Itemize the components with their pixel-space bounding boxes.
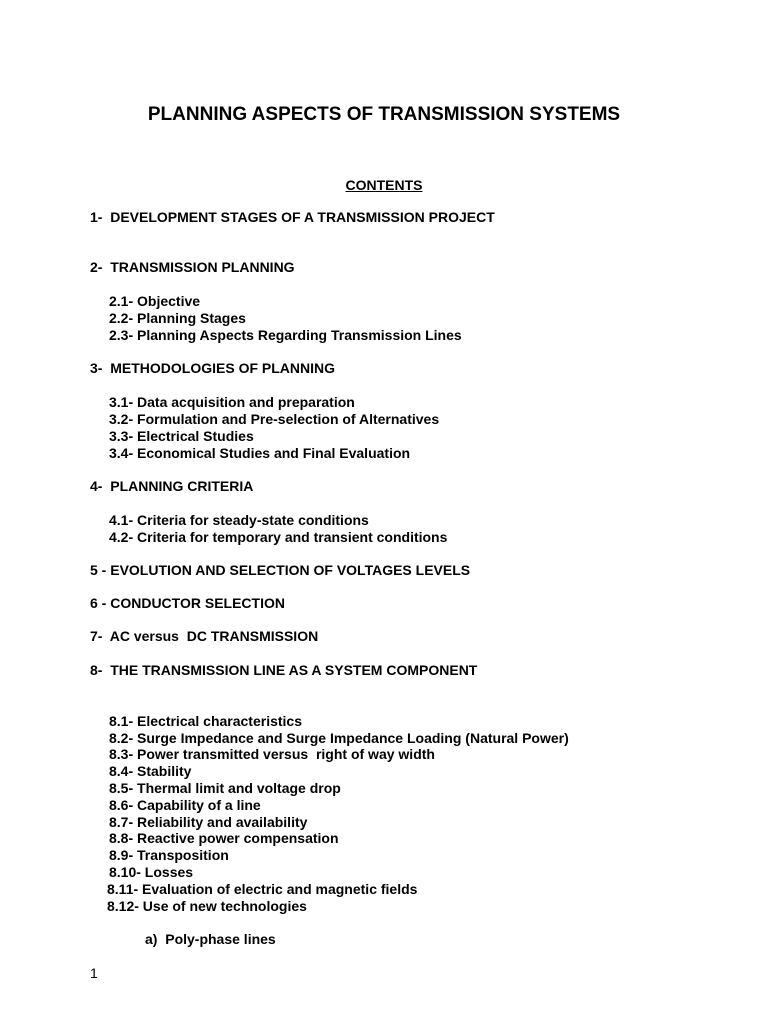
toc-subsection-8-11: 8.11- Evaluation of electric and magnetic fields bbox=[107, 881, 418, 897]
toc-subsection-8-4: 8.4- Stability bbox=[109, 763, 192, 779]
toc-item-8-12-a: a) Poly-phase lines bbox=[145, 931, 276, 947]
toc-section-2: 2- TRANSMISSION PLANNING bbox=[90, 259, 295, 275]
toc-subsection-8-8: 8.8- Reactive power compensation bbox=[109, 830, 339, 846]
toc-section-6: 6 - CONDUCTOR SELECTION bbox=[90, 595, 285, 611]
toc-subsection-3-3: 3.3- Electrical Studies bbox=[109, 428, 254, 444]
toc-subsection-4-2: 4.2- Criteria for temporary and transient conditions bbox=[109, 529, 448, 545]
toc-subsection-8-10: 8.10- Losses bbox=[109, 864, 194, 880]
toc-subsection-8-5: 8.5- Thermal limit and voltage drop bbox=[109, 780, 341, 796]
toc-subsection-8-7: 8.7- Reliability and availability bbox=[109, 814, 308, 830]
toc-subsection-2-1: 2.1- Objective bbox=[109, 293, 201, 309]
toc-subsection-2-3: 2.3- Planning Aspects Regarding Transmission Lines bbox=[109, 327, 462, 343]
toc-subsection-8-3: 8.3- Power transmitted versus right of way width bbox=[109, 746, 435, 762]
document-title: PLANNING ASPECTS OF TRANSMISSION SYSTEMS bbox=[147, 104, 621, 125]
toc-subsection-8-9: 8.9- Transposition bbox=[109, 847, 229, 863]
toc-subsection-8-12: 8.12- Use of new technologies bbox=[107, 898, 307, 914]
toc-section-1: 1- DEVELOPMENT STAGES OF A TRANSMISSION PROJECT bbox=[90, 209, 495, 225]
page-number: 1 bbox=[90, 965, 98, 981]
toc-subsection-3-1: 3.1- Data acquisition and preparation bbox=[109, 394, 355, 410]
toc-subsection-8-2: 8.2- Surge Impedance and Surge Impedance Loading (Natural Power) bbox=[109, 730, 569, 746]
toc-subsection-3-2: 3.2- Formulation and Pre-selection of Alternatives bbox=[109, 411, 440, 427]
toc-subsection-8-1: 8.1- Electrical characteristics bbox=[109, 713, 303, 729]
toc-subsection-8-6: 8.6- Capability of a line bbox=[109, 797, 261, 813]
toc-subsection-3-4: 3.4- Economical Studies and Final Evaluation bbox=[109, 445, 411, 461]
toc-section-3: 3- METHODOLOGIES OF PLANNING bbox=[90, 360, 336, 376]
toc-subsection-4-1: 4.1- Criteria for steady-state conditions bbox=[109, 512, 369, 528]
toc-section-8: 8- THE TRANSMISSION LINE AS A SYSTEM COMPONENT bbox=[90, 662, 478, 678]
contents-heading: CONTENTS bbox=[345, 177, 423, 193]
toc-section-5: 5 - EVOLUTION AND SELECTION OF VOLTAGES LEVELS bbox=[90, 562, 471, 578]
toc-section-7: 7- AC versus DC TRANSMISSION bbox=[90, 628, 319, 644]
toc-section-4: 4- PLANNING CRITERIA bbox=[90, 478, 254, 494]
toc-subsection-2-2: 2.2- Planning Stages bbox=[109, 310, 246, 326]
